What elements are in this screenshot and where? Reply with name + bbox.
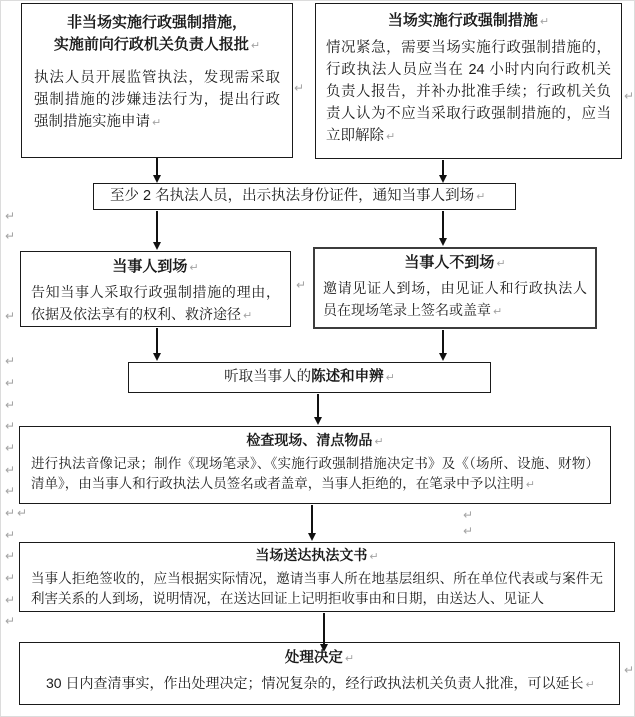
paragraph-mark: ↵ [5, 614, 16, 628]
box-title: 检查现场、清点物品 ↵ [246, 432, 384, 448]
box-body-bold: 陈述和申辨 [311, 369, 384, 385]
box-title: 当事人不到场 ↵ [404, 254, 506, 271]
paragraph-mark: ↵ [496, 258, 506, 270]
paragraph-mark: ↵ [5, 398, 16, 412]
arrow-down-icon [156, 158, 158, 175]
flow-box-two-officers [93, 183, 516, 210]
box-title-line1: 非当场实施行政强制措施， [66, 14, 247, 31]
paragraph-mark: ↵ [476, 191, 486, 203]
paragraph-mark: ↵ [463, 524, 474, 538]
box-title: 当场实施行政强制措施 ↵ [387, 12, 550, 29]
paragraph-mark: ↵ [463, 508, 474, 522]
paragraph-mark: ↵ [5, 528, 16, 542]
box-title: 当事人到场 ↵ [112, 258, 199, 275]
paragraph-mark: ↵ [386, 131, 396, 143]
paragraph-mark: ↵ [5, 571, 16, 585]
box-title: 当场送达执法文书 ↵ [255, 547, 379, 563]
paragraph-mark: ↵ [5, 309, 16, 323]
box-body: 至少 2 名执法人员，出示执法身份证件，通知当事人到场 [110, 188, 475, 204]
box-body-regular: 听取当事人的 [224, 369, 312, 385]
paragraph-mark: ↵ [189, 262, 199, 274]
paragraph-mark: ↵ [344, 653, 355, 665]
paragraph-mark: ↵ [5, 506, 16, 520]
paragraph-mark: ↵ [152, 117, 162, 129]
flow-box-non-onsite-enforcement [21, 3, 293, 158]
arrow-down-icon [311, 505, 313, 533]
paragraph-mark: ↵ [624, 663, 635, 677]
box-title: 处理决定 ↵ [284, 650, 355, 666]
paragraph-mark: ↵ [5, 376, 16, 390]
paragraph-mark: ↵ [243, 310, 253, 322]
box-body: 告知当事人采取行政强制措施的理由，依据及依法享有的权利、救济途径 ↵ [31, 284, 280, 322]
box-body: 执法人员开展监管执法，发现需采取强制措施的涉嫌违法行为，提出行政强制措施实施申请 ↵ [34, 70, 280, 130]
paragraph-mark: ↵ [493, 306, 503, 318]
paragraph-mark: ↵ [5, 484, 16, 498]
paragraph-mark: ↵ [525, 479, 535, 491]
paragraph-mark: ↵ [5, 549, 16, 563]
paragraph-mark: ↵ [296, 278, 307, 292]
paragraph-mark: ↵ [5, 354, 16, 368]
flow-box-party-absent [313, 247, 597, 329]
arrow-down-icon [156, 328, 158, 353]
flow-box-deliver-documents [19, 542, 615, 612]
paragraph-mark: ↵ [5, 463, 16, 477]
box-body: 情况紧急，需要当场实施行政强制措施的，行政执法人员应当在 24 小时内向行政机关负责人报告，并补办批准手续；行政机关负责人认为不应当采取行政强制措施的，应当立即解除 ↵ [326, 40, 611, 144]
flow-box-inspect-scene [19, 426, 611, 504]
paragraph-mark: ↵ [624, 89, 635, 103]
paragraph-mark: ↵ [5, 229, 16, 243]
arrow-down-icon [156, 211, 158, 242]
paragraph-mark: ↵ [385, 372, 395, 384]
paragraph-mark: ↵ [250, 40, 261, 52]
box-body: 30 日内查清事实，作出处理决定；情况复杂的，经行政执法机关负责人批准，可以延长 ↵ [46, 675, 595, 691]
box-body: 进行执法音像记录；制作《现场笔录》、《实施行政强制措施决定书》及《（场所、设施、财物）清单》，由当事人和行政执法人员签名或者盖章，当事人拒绝的，在笔录中予以注明 ↵ [31, 456, 599, 491]
arrow-down-icon [442, 160, 444, 175]
paragraph-mark: ↵ [5, 419, 16, 433]
box-body: 邀请见证人到场，由见证人和行政执法人员在现场笔录上签名或盖章 ↵ [323, 280, 587, 318]
paragraph-mark: ↵ [5, 441, 16, 455]
box-title [34, 12, 280, 57]
arrow-down-icon [323, 613, 325, 644]
flow-box-onsite-enforcement [315, 3, 622, 159]
arrow-down-icon [317, 394, 319, 417]
paragraph-mark: ↵ [539, 16, 550, 28]
paragraph-mark: ↵ [5, 209, 16, 223]
box-body: 当事人拒绝签收的，应当根据实际情况，邀请当事人所在地基层组织、所在单位代表或与案件无利害关系的人到场，说明情况，在送达回证上记明拒收事由和日期，由送达人、见证人 [31, 571, 603, 606]
arrow-down-icon [442, 330, 444, 353]
flow-box-party-present [20, 251, 291, 327]
arrow-down-icon [442, 211, 444, 238]
paragraph-mark: ↵ [5, 593, 16, 607]
paragraph-mark: ↵ [294, 81, 305, 95]
paragraph-mark: ↵ [17, 506, 28, 520]
flow-box-hear-statement [128, 362, 491, 393]
paragraph-mark: ↵ [374, 436, 384, 448]
box-title-line2: 实施前向行政机关负责人报批 [53, 36, 249, 53]
paragraph-mark: ↵ [369, 551, 379, 563]
paragraph-mark: ↵ [585, 679, 595, 691]
